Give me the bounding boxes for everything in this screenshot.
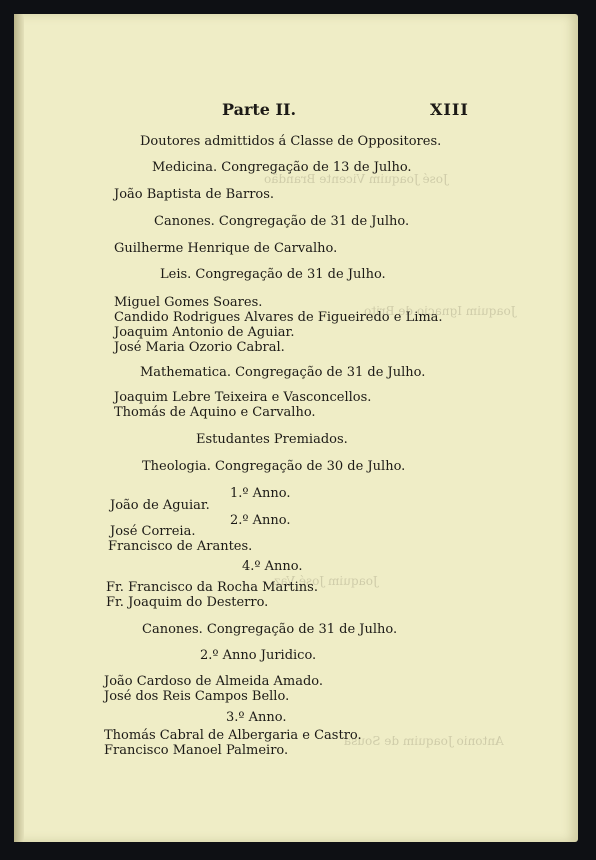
congregation-heading: Canones. Congregação de 31 de Julho. [154, 214, 410, 229]
name-entry: João Cardoso de Almeida Amado. [104, 674, 324, 689]
bleed-through-text: José Joaquim Vicente Brandão [264, 172, 448, 186]
name-entry: José Correia. [110, 524, 196, 539]
page-number: XIII [430, 100, 469, 119]
congregation-heading: Theologia. Congregação de 30 de Julho. [142, 459, 406, 474]
name-entry: Thomás Cabral de Albergaria e Castro. [104, 728, 362, 743]
congregation-heading: Canones. Congregação de 31 de Julho. [142, 622, 398, 637]
year-heading: 3.º Anno. [226, 710, 287, 725]
name-entry: João Baptista de Barros. [114, 187, 275, 202]
name-entry: José dos Reis Campos Bello. [104, 689, 290, 704]
bleed-through-text: Antonio Joaquim de Sousa [344, 734, 504, 748]
name-entry: Francisco Manoel Palmeiro. [104, 743, 289, 758]
congregation-heading: Mathematica. Congregação de 31 de Julho. [140, 365, 426, 380]
name-entry: Miguel Gomes Soares. [114, 295, 263, 310]
name-entry: Candido Rodrigues Alvares de Figueiredo e Lima. [114, 310, 443, 325]
section-heading: Estudantes Premiados. [196, 432, 348, 447]
year-heading: 1.º Anno. [230, 486, 291, 501]
year-heading: 4.º Anno. [242, 559, 303, 574]
year-heading: 2.º Anno. [230, 513, 291, 528]
name-entry: Francisco de Arantes. [108, 539, 253, 554]
name-entry: Joaquim Antonio de Aguiar. [114, 325, 295, 340]
name-entry: Fr. Joaquim do Desterro. [106, 595, 269, 610]
page-gutter [14, 14, 24, 842]
name-entry: Guilherme Henrique de Carvalho. [114, 241, 338, 256]
name-entry: Fr. Francisco da Rocha Martins. [106, 580, 318, 595]
year-heading: 2.º Anno Juridico. [200, 648, 317, 663]
name-entry: José Maria Ozorio Cabral. [114, 340, 285, 355]
name-entry: Thomás de Aquino e Carvalho. [114, 405, 316, 420]
name-entry: Joaquim Lebre Teixeira e Vasconcellos. [114, 390, 372, 405]
page-header-title: Parte II. [222, 100, 297, 119]
bleed-through-text: Joaquim Ignacio de Brito [364, 304, 516, 318]
congregation-heading: Medicina. Congregação de 13 de Julho. [152, 160, 412, 175]
name-entry: João de Aguiar. [110, 498, 210, 513]
book-page [14, 14, 578, 842]
section-heading: Doutores admittidos á Classe de Oppositores. [140, 134, 442, 149]
congregation-heading: Leis. Congregação de 31 de Julho. [160, 267, 386, 282]
bleed-through-text: Joaquim José Vaz [274, 574, 378, 588]
